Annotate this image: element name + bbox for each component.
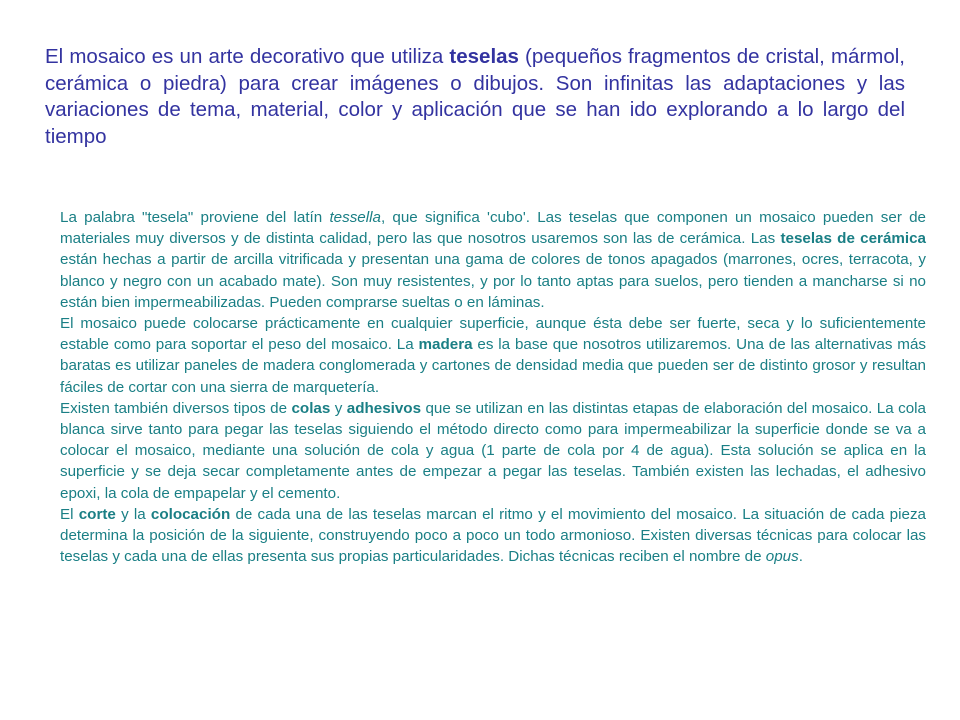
intro-paragraph <box>45 44 905 150</box>
paragraph-madera <box>60 313 926 398</box>
text: de cada una de las teselas marcan el ritmo y el movimiento del mosaico. La situación de cada pieza determina la posición de la siguiente, construyendo poco a poco un todo armonioso. Existen diversas técnicas para colocar las teselas y cada una de ellas presenta sus propias particularidades. Dichas técnicas reciben el nombre de <box>60 505 926 566</box>
term-colocacion: colocación <box>150 505 231 523</box>
term-colas: colas <box>291 399 331 417</box>
text: La palabra "tesela" proviene del latín <box>60 209 330 226</box>
term-corte: corte <box>78 505 116 523</box>
text: es la base que nosotros utilizaremos. Una de las alternativas más baratas es utilizar paneles de madera conglomerada y cartones de densidad media que pueden ser de distinto grosor y resultan fáciles de cortar con una sierra de marquetería. <box>60 336 926 396</box>
term-tessella: tessella <box>329 209 381 226</box>
term-teselas-ceramica: teselas de cerámica <box>780 230 927 248</box>
term-adhesivos: adhesivos <box>346 399 422 417</box>
term-madera: madera <box>418 336 473 354</box>
text: y la <box>115 505 151 523</box>
text: El <box>60 505 79 523</box>
text: El mosaico puede colocarse prácticamente en cualquier superficie, aunque ésta debe ser fuerte, seca y lo suficientemente estable como para soportar el peso del mosaico. La <box>60 315 926 354</box>
term-opus: opus <box>765 548 799 566</box>
text: . <box>798 548 803 566</box>
body-text <box>60 207 926 567</box>
paragraph-colas <box>60 398 926 504</box>
text: que se utilizan en las distintas etapas de elaboración del mosaico. La cola blanca sirve tanto para pegar las teselas siguiendo el método directo como para impermeabilizar la superficie donde se va a colocar el mosaico, mediante una solución de cola y agua (1 parte de cola por 4 de agua). Esta solución se aplica en la superficie y se deja secar completamente antes de empezar a pegar las teselas. También existen las lechadas, el adhesivo epoxi, la cola de empapelar y el cemento. <box>60 399 926 502</box>
intro-term-teselas: teselas <box>449 45 519 68</box>
text: están hechas a partir de arcilla vitrificada y presentan una gama de colores de tonos apagados (marrones, ocres, terracota, y blanco y negro con un acabado mate). Son muy resistentes, y por lo tanto aptas para suelos, pero tienden a mancharse si no están bien impermeabilizadas. Pueden comprarse sueltas o en láminas. <box>60 251 926 311</box>
paragraph-corte <box>60 504 926 568</box>
text: y <box>330 399 347 417</box>
text: , que significa 'cubo'. Las teselas que componen un mosaico pueden ser de materiales muy diversos y de distinta calidad, pero las que nosotros usaremos son las de cerámica. Las <box>60 209 926 248</box>
intro-text: El mosaico es un arte decorativo que utiliza <box>45 45 450 68</box>
paragraph-teselas <box>60 207 926 313</box>
intro-text: (pequeños fragmentos de cristal, mármol, cerámica o piedra) para crear imágenes o dibujos. Son infinitas las adaptaciones y las variaciones de tema, material, color y aplicación que se han ido explorando a lo largo del tiempo <box>45 45 905 148</box>
text: Existen también diversos tipos de <box>60 399 292 417</box>
